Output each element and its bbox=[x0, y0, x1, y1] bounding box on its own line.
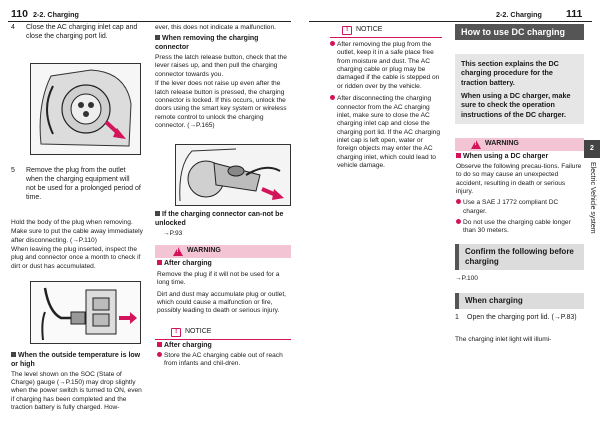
square-bullet-icon bbox=[11, 352, 16, 357]
square-bullet-icon bbox=[157, 260, 162, 265]
dc-warning-subhead: When using a DC charger bbox=[456, 153, 583, 162]
square-bullet-icon bbox=[157, 342, 162, 347]
notice-body bbox=[155, 340, 291, 371]
dc-intro-box bbox=[455, 54, 584, 124]
cannot-unlock-heading: If the charging connector can-not be unlocked bbox=[155, 211, 284, 227]
dc-warning-item2: Do not use the charging cable longer than 30 meters. bbox=[456, 219, 583, 236]
step-4 bbox=[11, 24, 141, 42]
removing-connector-p1: Press the latch release button, check that the lever raises up, and then pull the charging connector towards you. bbox=[155, 54, 287, 78]
notice-item: Store the AC charging cable out of reach from infants and chil-dren. bbox=[157, 352, 289, 369]
notice-right-item1: After removing the plug from the outlet, keep it in a safe place free from moisture and dust. The AC charging cable or plug may be damaged if the cable is stepped on or ridden over by the vehicle. bbox=[330, 41, 442, 91]
notice-icon bbox=[171, 328, 181, 337]
removing-connector-p2: If the lever does not raise up even after the latch release button is pressed, the charging connector is locked. If this occurs, unlock the doors using the smart key system or wireless remote control to unlock the charging connector. (→P.165) bbox=[155, 80, 287, 129]
warning-p2: Dirt and dust may accumulate plug or outlet, which could cause a malfunction or fire, possibly leading to death or serious injury. bbox=[157, 290, 287, 315]
col2-top bbox=[155, 24, 291, 130]
warning-header: ! WARNING bbox=[155, 245, 291, 258]
plug-removal-illustration bbox=[30, 281, 141, 344]
hold-plug-text: Hold the body of the plug when removing. bbox=[11, 219, 133, 226]
dc-step-1-text: Open the charging port lid. (→P.83) bbox=[467, 314, 577, 321]
temperature-note bbox=[11, 352, 144, 413]
notice-right-body bbox=[330, 38, 442, 170]
bullet-dot-icon bbox=[456, 219, 461, 224]
charging-inlet-illustration bbox=[30, 63, 141, 155]
removing-connector-heading: When removing the charging connector bbox=[155, 35, 259, 52]
chapter-tab: 2 bbox=[584, 140, 600, 158]
step-4-number: 4 bbox=[11, 24, 15, 31]
connector-latch-drawing bbox=[176, 145, 290, 205]
dc-intro-1: This section explains the DC charging procedure for the traction battery. bbox=[461, 59, 559, 87]
dc-warning-text: Observe the following precau-tions. Failure to do so may cause an unexpected accident, resulting in death or serious injury. bbox=[456, 162, 582, 195]
dc-charging-title: How to use DC charging bbox=[455, 24, 584, 40]
right-header-rule bbox=[309, 21, 592, 22]
square-bullet-icon bbox=[155, 35, 160, 40]
square-bullet-icon bbox=[456, 153, 461, 158]
warning-subhead: After charging bbox=[157, 260, 289, 269]
plug-removal-drawing bbox=[31, 282, 140, 343]
right-page-number: 111 bbox=[566, 8, 583, 20]
bullet-dot-icon bbox=[157, 352, 162, 357]
warning-triangle-icon bbox=[173, 247, 183, 256]
bullet-dot-icon bbox=[330, 95, 335, 100]
step-5 bbox=[11, 166, 141, 202]
temperature-text: The level shown on the SOC (State of Charge) gauge (→P.150) may drop slightly when the power switch is turned to ON, even if charging has been completed and the traction battery is fully charged. How- bbox=[11, 370, 142, 412]
col2-notice-box bbox=[155, 326, 291, 371]
col2-warning-box bbox=[155, 245, 291, 318]
step-5-number: 5 bbox=[11, 167, 15, 174]
dc-warning-header: ! WARNING bbox=[455, 138, 584, 151]
dc-last-text: The charging inlet light will illumi- bbox=[455, 336, 552, 343]
dc-warning-body bbox=[455, 151, 584, 238]
notice-subhead: After charging bbox=[157, 342, 289, 351]
temperature-heading: When the outside temperature is low or high bbox=[11, 352, 141, 368]
when-charging-title: When charging bbox=[455, 293, 584, 309]
confirm-ref: →P.100 bbox=[455, 275, 478, 282]
col4-warning-box bbox=[455, 138, 584, 238]
notice-header: ! NOTICE bbox=[155, 326, 291, 340]
left-section-title: 2-2. Charging bbox=[33, 10, 79, 19]
notice-icon bbox=[342, 26, 352, 35]
col3-notice-box bbox=[330, 24, 442, 170]
charging-inlet-drawing bbox=[31, 64, 140, 154]
notice-right-item2: After disconnecting the charging connector from the AC charging inlet, make sure to close the AC charging inlet cap and close the charging port lid. If the AC charging inlet cap is left open, water or foreign objects may enter the AC charging inlet, which could lead to vehicle damage. bbox=[330, 95, 442, 170]
inspect-plug-text: When leaving the plug inserted, inspect the plug and connector once a month to check if dirt or dust has accumulated. bbox=[11, 246, 141, 270]
continued-text: ever, this does not indicate a malfunction. bbox=[155, 24, 276, 31]
dc-warning-item1: Use a SAE J 1772 compliant DC charger. bbox=[456, 199, 583, 216]
cannot-unlock bbox=[155, 211, 291, 238]
bullet-dot-icon bbox=[330, 41, 335, 46]
dc-step-1-number: 1 bbox=[455, 314, 459, 321]
warning-p1: Remove the plug if it will not be used for a long time. bbox=[157, 270, 280, 287]
confirm-before-charging-title: Confirm the following before charging bbox=[455, 244, 584, 270]
step-5-text: Remove the plug from the outlet when the charging equipment will not be used for a prolonged period of time. bbox=[26, 167, 141, 202]
bullet-dot-icon bbox=[456, 199, 461, 204]
step-4-text: Close the AC charging inlet cap and close the charging port lid. bbox=[26, 24, 138, 40]
cannot-unlock-ref: →P.93 bbox=[163, 229, 183, 237]
dc-intro-2: When using a DC charger, make sure to check the operation instructions of the DC charger. bbox=[461, 91, 571, 119]
square-bullet-icon bbox=[155, 211, 160, 216]
dc-step-1 bbox=[455, 314, 584, 323]
col1-paragraphs bbox=[11, 219, 143, 271]
left-page-number: 110 bbox=[11, 8, 28, 20]
left-header-rule bbox=[8, 21, 291, 22]
right-section-title: 2-2. Charging bbox=[496, 10, 542, 19]
warning-body bbox=[155, 258, 291, 318]
chapter-title-vertical: Electric Vehicle system bbox=[588, 162, 596, 234]
connector-latch-illustration bbox=[175, 144, 291, 206]
warning-triangle-icon bbox=[471, 140, 481, 149]
notice-header-right: ! NOTICE bbox=[330, 24, 442, 38]
put-cable-away-text: Make sure to put the cable away immediately after disconnecting. (→P.110) bbox=[11, 228, 143, 244]
